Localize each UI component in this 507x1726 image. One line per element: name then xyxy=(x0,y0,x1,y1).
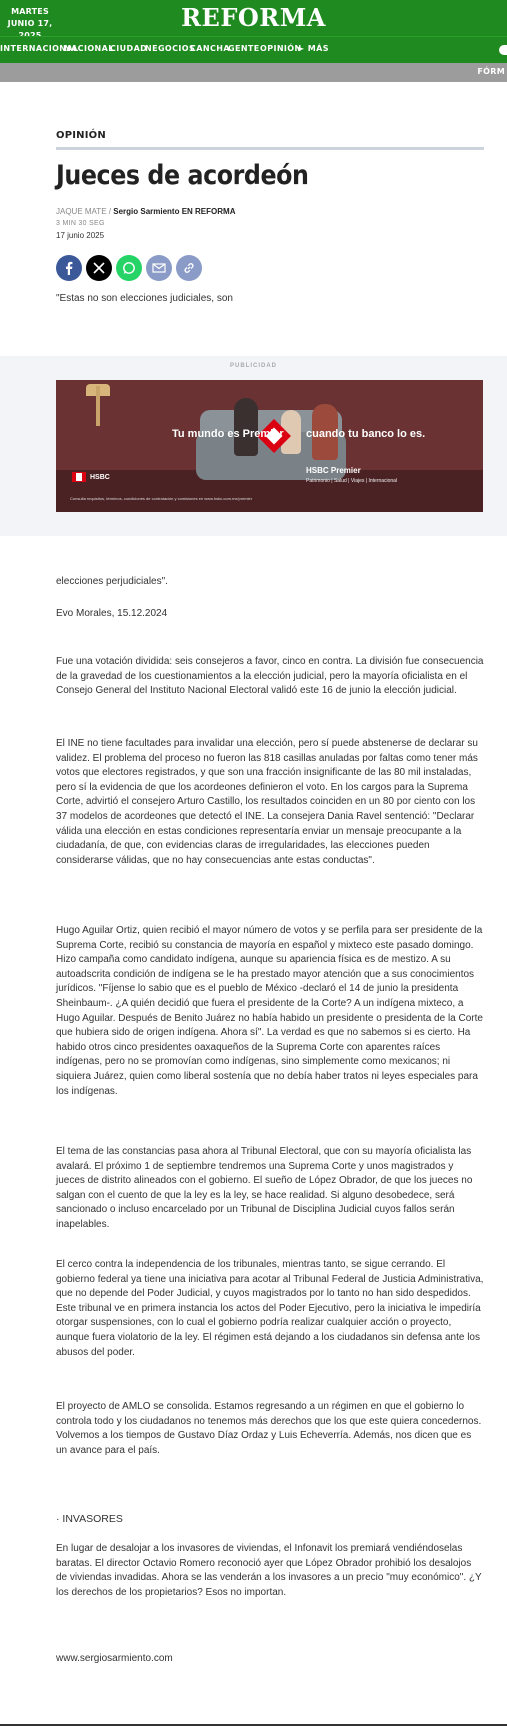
article-paragraph: elecciones perjudiciales". xyxy=(56,576,168,587)
ad-person-man xyxy=(234,398,258,456)
ad-tagline-right: cuando tu banco lo es. xyxy=(306,428,426,440)
nav-item-nacional[interactable]: NACIONAL xyxy=(64,44,114,53)
article-paragraph: Evo Morales, 15.12.2024 xyxy=(56,608,168,619)
article-paragraph: El INE no tiene facultades para invalidar una elección, pero sí puede abstenerse de declarar su validez. El problema del proceso no fueron las 818 casillas anuladas por faltas como tener más votos que electores registrados, y que son una fracción insignificante de las 80 mil instaladas, pero sí la evidencia de que los acordeones definieron el voto. En los cargos para la Suprema Corte, advirtió el consejero Arturo Castillo, los resultados coinciden en un 80 por ciento con los 37 modelos de acordeones que detectó el INE. La consejera Dania Ravel sentenció: "Declarar válida una elección en estas condiciones representaría enviar un mensaje preocupante a la ciudadanía, de que, con evidencias claras de irregularidades, las elecciones pueden considerarse válidas, que no hay consecuencias ante estas conductas". xyxy=(56,738,478,866)
ad-product: HSBC Premier xyxy=(306,466,361,475)
main-nav xyxy=(0,36,507,63)
hsbc-ad-banner[interactable] xyxy=(56,380,483,512)
ad-container xyxy=(0,356,507,536)
column-name[interactable]: JAQUE MATE xyxy=(56,207,107,216)
reforma-logo[interactable]: REFORMA xyxy=(181,3,326,32)
ad-tagline-left: Tu mundo es Premier xyxy=(172,428,284,440)
facebook-icon xyxy=(62,261,76,275)
ad-fineprint: Consulta requisitos, términos, condiciones de contratación y comisiones en www.hsbc.com.mx/premier xyxy=(70,496,253,501)
subbar-link[interactable]: FÓRM xyxy=(477,67,505,76)
author-name[interactable]: Sergio Sarmiento EN REFORMA xyxy=(113,207,236,216)
nav-item-gente[interactable]: GENTE xyxy=(228,44,260,53)
article-paragraph: El tema de las constancias pasa ahora al Tribunal Electoral, que con su mayoría oficialista las avalará. El próximo 1 de septiembre tendremos una Suprema Corte y unos magistrados y jueces de distrito alineados con el gobierno. El sueño de López Obrador, de que los jueces no salgan con el cuento de que la ley es la ley, se hace realidad. Si alguno desobedece, será sancionado o incluso encarcelado por un Tribunal de Disciplina Judicial cuyos fallos serán inapelables. xyxy=(56,1146,473,1230)
article-paragraph: Hugo Aguilar Ortiz, quien recibió el mayor número de votos y se perfila para ser presidente de la Suprema Corte, recibió su constancia de mayoría en español y mixteco este pasado domingo. Hizo campaña como candidato indígena, aunque su apariencia física es de mestizo. A su autoadscrita condición de indígena se le ha prestado mayor atención que a sus conocimientos jurídicos. "Fíjense lo sabio que es el pueblo de México -declaró el 14 de junio la presidenta Sheinbaum-. ¿A quién decidió que fuera el presidente de la Corte? A un indígena mixteco, a Hugo Aguilar. Después de Benito Juárez no había habido un presidente o presidenta de la Corte que hubiera sido de origen indígena. Ahora sí". La verdad es que no sabemos si es cierto. Ha habido otros cinco presidentes oaxaqueños de la Suprema Corte con aparentes raíces indígenas, pero no se promovían como indígenas, sino simplemente como mexicanos; ni siquiera Juárez, quien como liberal sostenía que no debía haber tratos ni leyes especiales para los indígenas. xyxy=(56,925,483,1097)
header-day: MARTES xyxy=(11,7,49,16)
publish-date: 17 junio 2025 xyxy=(56,231,105,240)
ad-label: PUBLICIDAD xyxy=(230,363,277,369)
byline xyxy=(56,207,235,216)
article-paragraph: El cerco contra la independencia de los tribunales, mientras tanto, se sigue cerrando. El gobierno federal ya tiene una iniciativa para acotar al Tribunal Federal de Justicia Administrativa, que no depende del Poder Judicial, y cuyos magistrados por lo tanto no han sido despedidos. Este tribunal ve en primera instancia los actos del Poder Ejecutivo, pero la iniciativa le impediría otorgar suspensiones, con lo cual el gobierno podría realizar cualquier acción o proyecto, aunque fuera violatorio de la ley. El régimen está dejando a los ciudadanos sin defensa ante los abusos del poder. xyxy=(56,1259,484,1358)
share-x-button[interactable] xyxy=(86,255,112,281)
ad-brand xyxy=(72,472,110,482)
header-date-text: JUNIO 17, xyxy=(7,19,53,28)
top-header xyxy=(0,0,507,36)
author-website-link[interactable]: www.sergiosarmiento.com xyxy=(56,1653,173,1664)
x-icon xyxy=(93,262,105,274)
section-divider xyxy=(56,147,484,150)
share-email-button[interactable] xyxy=(146,255,172,281)
article-title: Jueces de acordeón xyxy=(56,160,309,191)
ad-brand-text: HSBC xyxy=(90,473,110,481)
nav-item-internacional[interactable]: INTERNACIONAL xyxy=(0,44,79,53)
article-paragraph: Fue una votación dividida: seis consejeros a favor, cinco en contra. La división fue consecuencia de la gravedad de los cuestionamientos a la elección judicial, pero la mayoría oficialista en el Consejo General del Instituto Nacional Electoral validó este 16 de junio la elección judicial. xyxy=(56,656,484,697)
nav-item-mas[interactable]: ► MÁS xyxy=(298,44,329,53)
sub-bar xyxy=(0,63,507,82)
byline-separator: / xyxy=(108,207,111,216)
section-label[interactable]: OPINIÓN xyxy=(56,130,106,141)
share-facebook-button[interactable] xyxy=(56,255,82,281)
nav-item-cancha[interactable]: CANCHA xyxy=(190,44,230,53)
share-whatsapp-button[interactable] xyxy=(116,255,142,281)
nav-item-ciudad[interactable]: CIUDAD xyxy=(110,44,148,53)
subheading-invasores: · INVASORES xyxy=(56,1513,123,1525)
ad-subline: Patrimonio | Salud | Viajes | Internacional xyxy=(306,478,398,484)
ad-lamp xyxy=(96,386,100,426)
read-time: 3 MIN 30 SEG xyxy=(56,220,105,227)
link-icon xyxy=(182,261,196,275)
nav-item-opinion[interactable]: OPINIÓN xyxy=(260,44,302,53)
article-paragraph: En lugar de desalojar a los invasores de viviendas, el Infonavit los premiará vendiéndoselas baratas. El director Octavio Romero reconoció ayer que López Obrador prohibió los desalojos de viviendas invadidas. Ahora se las venderán a los invasores a un precio "muy económico". ¿Y los derechos de los propietarios? Esos no importan. xyxy=(56,1543,482,1598)
lead-quote: "Estas no son elecciones judiciales, son xyxy=(56,293,233,304)
hsbc-logo-icon xyxy=(72,472,86,482)
email-icon xyxy=(152,263,166,273)
article-paragraph: El proyecto de AMLO se consolida. Estamos regresando a un régimen en que el gobierno lo controla todo y los ciudadanos no tenemos más derechos que los que este quiera concedernos. Volvemos a los tiempos de Gustavo Díaz Ordaz y Luis Echeverría. Además, nos dicen que es un avance para el país. xyxy=(56,1401,482,1456)
share-link-button[interactable] xyxy=(176,255,202,281)
nav-scroll-pill[interactable] xyxy=(499,45,507,55)
nav-item-negocios[interactable]: NEGOCIOS xyxy=(145,44,196,53)
whatsapp-icon xyxy=(122,261,136,275)
